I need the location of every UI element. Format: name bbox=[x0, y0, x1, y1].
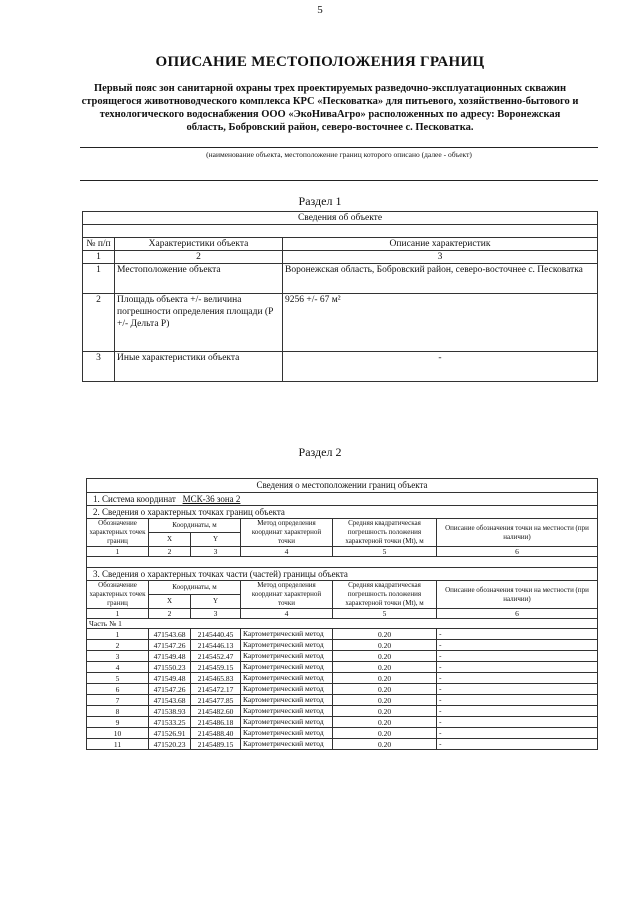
object-hint: (наименование объекта, местоположение границ которого описано (далее - объект) bbox=[206, 150, 472, 159]
header-y: Y bbox=[191, 595, 241, 609]
coord-system-value: МСК-36 зона 2 bbox=[182, 494, 241, 504]
coord-system-row bbox=[87, 493, 598, 506]
point-number: 4 bbox=[87, 662, 149, 673]
point-desc: - bbox=[437, 673, 598, 684]
boundary-table bbox=[86, 478, 598, 750]
point-error: 0.20 bbox=[333, 706, 437, 717]
row-number: 2 bbox=[83, 294, 115, 352]
table-row bbox=[87, 717, 598, 728]
header-coords: Координаты, м bbox=[149, 581, 241, 595]
point-x: 471520.23 bbox=[149, 739, 191, 750]
col-number: 6 bbox=[437, 609, 598, 619]
coord-system-label: 1. Система координат bbox=[93, 494, 176, 504]
point-number: 1 bbox=[87, 629, 149, 640]
table-row bbox=[87, 695, 598, 706]
table-row bbox=[87, 629, 598, 640]
col-number: 5 bbox=[333, 609, 437, 619]
point-error: 0.20 bbox=[333, 662, 437, 673]
point-number: 9 bbox=[87, 717, 149, 728]
point-y: 2145446.13 bbox=[191, 640, 241, 651]
point-number: 2 bbox=[87, 640, 149, 651]
section2-title: Раздел 2 bbox=[298, 445, 342, 459]
table-row bbox=[87, 706, 598, 717]
table-row bbox=[87, 684, 598, 695]
point-error: 0.20 bbox=[333, 640, 437, 651]
col-number: 2 bbox=[149, 547, 191, 557]
point-x: 471549.48 bbox=[149, 673, 191, 684]
point-error: 0.20 bbox=[333, 651, 437, 662]
table-title: Сведения об объекте bbox=[83, 212, 598, 225]
point-x: 471543.68 bbox=[149, 629, 191, 640]
col-number: 5 bbox=[333, 547, 437, 557]
points-section-title: 2. Сведения о характерных точках границ объекта bbox=[87, 506, 598, 519]
point-method: Картометрический метод bbox=[241, 640, 333, 651]
point-number: 8 bbox=[87, 706, 149, 717]
header-desc: Описание обозначения точки на местности (при наличии) bbox=[437, 581, 598, 609]
table-row bbox=[87, 651, 598, 662]
characteristic-value: 9256 +/- 67 м² bbox=[283, 294, 598, 352]
point-number: 10 bbox=[87, 728, 149, 739]
point-desc: - bbox=[437, 706, 598, 717]
point-y: 2145465.83 bbox=[191, 673, 241, 684]
document-title: ОПИСАНИЕ МЕСТОПОЛОЖЕНИЯ ГРАНИЦ bbox=[155, 54, 485, 70]
point-y: 2145472.17 bbox=[191, 684, 241, 695]
point-number: 6 bbox=[87, 684, 149, 695]
row-number: 3 bbox=[83, 352, 115, 382]
object-info-table bbox=[82, 211, 598, 382]
parts-section-title: 3. Сведения о характерных точках части (частей) границы объекта bbox=[87, 568, 598, 581]
point-y: 2145482.60 bbox=[191, 706, 241, 717]
point-method: Картометрический метод bbox=[241, 706, 333, 717]
header-cell: № п/п bbox=[83, 238, 115, 251]
point-x: 471550.23 bbox=[149, 662, 191, 673]
point-error: 0.20 bbox=[333, 684, 437, 695]
point-desc: - bbox=[437, 651, 598, 662]
spacer-row bbox=[87, 557, 598, 568]
header-x: X bbox=[149, 595, 191, 609]
header-y: Y bbox=[191, 533, 241, 547]
point-y: 2145452.47 bbox=[191, 651, 241, 662]
col-number: 3 bbox=[283, 251, 598, 264]
col-number: 4 bbox=[241, 609, 333, 619]
point-y: 2145459.15 bbox=[191, 662, 241, 673]
point-method: Картометрический метод bbox=[241, 717, 333, 728]
point-x: 471549.48 bbox=[149, 651, 191, 662]
point-method: Картометрический метод bbox=[241, 651, 333, 662]
point-desc: - bbox=[437, 728, 598, 739]
header-cell: Описание характеристик bbox=[283, 238, 598, 251]
characteristic-name: Площадь объекта +/- величина погрешности определения площади (Р +/- Дельта Р) bbox=[115, 294, 283, 352]
point-desc: - bbox=[437, 684, 598, 695]
point-x: 471538.93 bbox=[149, 706, 191, 717]
part-label: Часть № 1 bbox=[87, 619, 598, 629]
point-y: 2145488.40 bbox=[191, 728, 241, 739]
characteristic-value: - bbox=[283, 352, 598, 382]
table-row bbox=[87, 728, 598, 739]
object-description: Первый пояс зон санитарной охраны трех проектируемых разведочно-эксплуатационных скважин строящегося животноводческого комплекса КРС «Песковатка» для питьевого, хозяйственно-бытового и технологического водоснабжения ООО «ЭкоНиваАгро» расположенных по адресу: Воронежская область, Бобровский район, северо-восточнее с. Песковатка. bbox=[81, 83, 579, 133]
point-method: Картометрический метод bbox=[241, 695, 333, 706]
col-number: 1 bbox=[83, 251, 115, 264]
header-method: Метод определения координат характерной точки bbox=[241, 519, 333, 547]
section1-title: Раздел 1 bbox=[298, 194, 342, 208]
characteristic-name: Иные характеристики объекта bbox=[115, 352, 283, 382]
col-number: 4 bbox=[241, 547, 333, 557]
header-error: Средняя квадратическая погрешность положения характерной точки (Mt), м bbox=[333, 519, 437, 547]
point-x: 471543.68 bbox=[149, 695, 191, 706]
point-error: 0.20 bbox=[333, 717, 437, 728]
point-y: 2145477.85 bbox=[191, 695, 241, 706]
header-x: X bbox=[149, 533, 191, 547]
header-point: Обозначение характерных точек границ bbox=[87, 519, 149, 547]
col-number: 1 bbox=[87, 609, 149, 619]
header-coords: Координаты, м bbox=[149, 519, 241, 533]
object-underline bbox=[80, 147, 598, 148]
point-method: Картометрический метод bbox=[241, 662, 333, 673]
header-desc: Описание обозначения точки на местности (при наличии) bbox=[437, 519, 598, 547]
point-number: 11 bbox=[87, 739, 149, 750]
col-number: 2 bbox=[149, 609, 191, 619]
header-error: Средняя квадратическая погрешность положения характерной точки (Mt), м bbox=[333, 581, 437, 609]
point-x: 471547.26 bbox=[149, 684, 191, 695]
point-desc: - bbox=[437, 739, 598, 750]
point-method: Картометрический метод bbox=[241, 673, 333, 684]
point-error: 0.20 bbox=[333, 695, 437, 706]
col-number: 3 bbox=[191, 609, 241, 619]
col-number: 3 bbox=[191, 547, 241, 557]
characteristic-name: Местоположение объекта bbox=[115, 264, 283, 294]
point-error: 0.20 bbox=[333, 629, 437, 640]
point-method: Картометрический метод bbox=[241, 739, 333, 750]
point-number: 7 bbox=[87, 695, 149, 706]
points-body bbox=[87, 629, 598, 750]
table-row bbox=[87, 673, 598, 684]
table-title: Сведения о местоположении границ объекта bbox=[87, 479, 598, 493]
table-row bbox=[87, 662, 598, 673]
point-desc: - bbox=[437, 695, 598, 706]
point-y: 2145486.18 bbox=[191, 717, 241, 728]
point-number: 3 bbox=[87, 651, 149, 662]
header-point: Обозначение характерных точек границ bbox=[87, 581, 149, 609]
point-error: 0.20 bbox=[333, 673, 437, 684]
table-row bbox=[87, 640, 598, 651]
point-desc: - bbox=[437, 662, 598, 673]
header-method: Метод определения координат характерной точки bbox=[241, 581, 333, 609]
point-error: 0.20 bbox=[333, 739, 437, 750]
point-y: 2145489.15 bbox=[191, 739, 241, 750]
blank-line bbox=[80, 180, 598, 181]
row-number: 1 bbox=[83, 264, 115, 294]
col-number: 2 bbox=[115, 251, 283, 264]
point-number: 5 bbox=[87, 673, 149, 684]
point-x: 471547.26 bbox=[149, 640, 191, 651]
point-desc: - bbox=[437, 629, 598, 640]
header-cell: Характеристики объекта bbox=[115, 238, 283, 251]
col-number: 6 bbox=[437, 547, 598, 557]
spacer-row bbox=[83, 225, 598, 238]
point-method: Картометрический метод bbox=[241, 629, 333, 640]
col-number: 1 bbox=[87, 547, 149, 557]
point-error: 0.20 bbox=[333, 728, 437, 739]
point-desc: - bbox=[437, 640, 598, 651]
point-y: 2145440.45 bbox=[191, 629, 241, 640]
point-x: 471526.91 bbox=[149, 728, 191, 739]
table-row bbox=[87, 739, 598, 750]
point-method: Картометрический метод bbox=[241, 684, 333, 695]
point-method: Картометрический метод bbox=[241, 728, 333, 739]
page-number: 5 bbox=[317, 4, 323, 16]
point-desc: - bbox=[437, 717, 598, 728]
point-x: 471533.25 bbox=[149, 717, 191, 728]
characteristic-value: Воронежская область, Бобровский район, северо-восточнее с. Песковатка bbox=[283, 264, 598, 294]
